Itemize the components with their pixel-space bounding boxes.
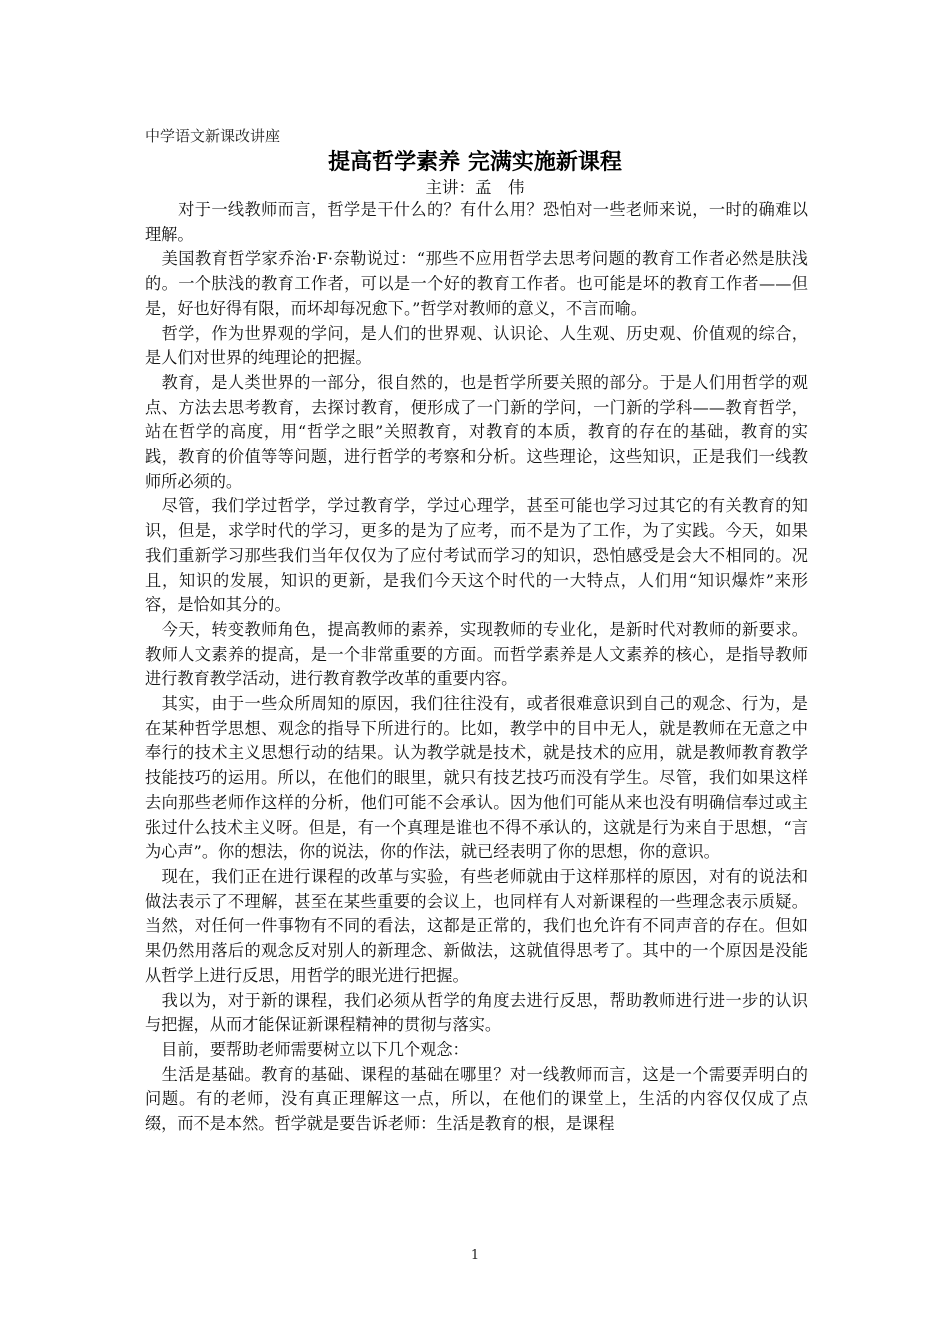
article-body bbox=[145, 198, 808, 1137]
paragraph: 教育，是人类世界的一部分，很自然的，也是哲学所要关照的部分。于是人们用哲学的观点、方法去思考教育，去探讨教育，便形成了一门新的学问，一门新的学科——教育哲学，站在哲学的高度，用“哲学之眼”关照教育，对教育的本质，教育的存在的基础，教育的实践，教育的价值等等问题，进行哲学的考察和分析。这些理论，这些知识，正是我们一线教师所必须的。 bbox=[145, 372, 808, 491]
author-line: 主讲：孟 伟 bbox=[425, 178, 525, 197]
paragraph: 今天，转变教师角色，提高教师的素养，实现教师的专业化，是新时代对教师的新要求。教师人文素养的提高，是一个非常重要的方面。而哲学素养是人文素养的核心，是指导教师进行教育教学活动，进行教育教学改革的重要内容。 bbox=[145, 619, 808, 689]
paragraph: 哲学，作为世界观的学问，是人们的世界观、认识论、人生观、历史观、价值观的综合，是人们对世界的纯理论的把握。 bbox=[145, 323, 808, 368]
document-title: 提高哲学素养 完满实施新课程 bbox=[328, 149, 622, 175]
paragraph: 目前，要帮助老师需要树立以下几个观念： bbox=[145, 1039, 469, 1059]
paragraph: 对于一线教师而言，哲学是干什么的？有什么用？恐怕对一些老师来说，一时的确难以理解。 bbox=[145, 200, 808, 244]
paragraph: 现在，我们正在进行课程的改革与实验，有些老师就由于这样那样的原因，对有的说法和做法表示了不理解，甚至在某些重要的会议上，也同样有人对新课程的一些理念表示质疑。当然，对任何一件事物有不同的看法，这都是正常的，我们也允许有不同声音的存在。但如果仍然用落后的观念反对别人的新理念、新做法，这就值得思考了。其中的一个原因是没能从哲学上进行反思，用哲学的眼光进行把握。 bbox=[145, 866, 808, 985]
paragraph: 美国教育哲学家乔治·F·奈勒说过：“那些不应用哲学去思考问题的教育工作者必然是肤浅的。一个肤浅的教育工作者，可以是一个好的教育工作者。也可能是坏的教育工作者——但是，好也好得有限，而坏却每况愈下。”哲学对教师的意义，不言而喻。 bbox=[145, 249, 808, 318]
page-number: 1 bbox=[470, 1248, 480, 1263]
series-label: 中学语文新课改讲座 bbox=[145, 127, 281, 145]
paragraph: 其实，由于一些众所周知的原因，我们往往没有，或者很难意识到自己的观念、行为，是在某种哲学思想、观念的指导下所进行的。比如，教学中的目中无人，就是教师在无意之中奉行的技术主义思想行动的结果。认为教学就是技术，就是技术的应用，就是教师教育教学技能技巧的运用。所以，在他们的眼里，就只有技艺技巧而没有学生。尽管，我们如果这样去向那些老师作这样的分析，他们可能不会承认。因为他们可能从来也没有明确信奉过或主张过什么技术主义呀。但是，有一个真理是谁也不得不承认的，这就是行为来自于思想，“言为心声”。你的想法，你的说法，你的作法，就已经表明了你的思想，你的意识。 bbox=[145, 694, 808, 862]
paragraph: 生活是基础。教育的基础、课程的基础在哪里？对一线教师而言，这是一个需要弄明白的问题。有的老师，没有真正理解这一点，所以，在他们的课堂上，生活的内容仅仅成了点缀，而不是本然。哲学就是要告诉老师：生活是教育的根，是课程 bbox=[145, 1064, 808, 1134]
paragraph: 尽管，我们学过哲学，学过教育学，学过心理学，甚至可能也学习过其它的有关教育的知识，但是，求学时代的学习，更多的是为了应考，而不是为了工作，为了实践。今天，如果我们重新学习那些我们当年仅仅为了应付考试而学习的知识，恐怕感受是会大不相同的。况且，知识的发展，知识的更新，是我们今天这个时代的一大特点，人们用“知识爆炸”来形容，是恰如其分的。 bbox=[145, 496, 808, 615]
paragraph: 我以为，对于新的课程，我们必须从哲学的角度去进行反思，帮助教师进行进一步的认识与把握，从而才能保证新课程精神的贯彻与落实。 bbox=[145, 990, 808, 1035]
